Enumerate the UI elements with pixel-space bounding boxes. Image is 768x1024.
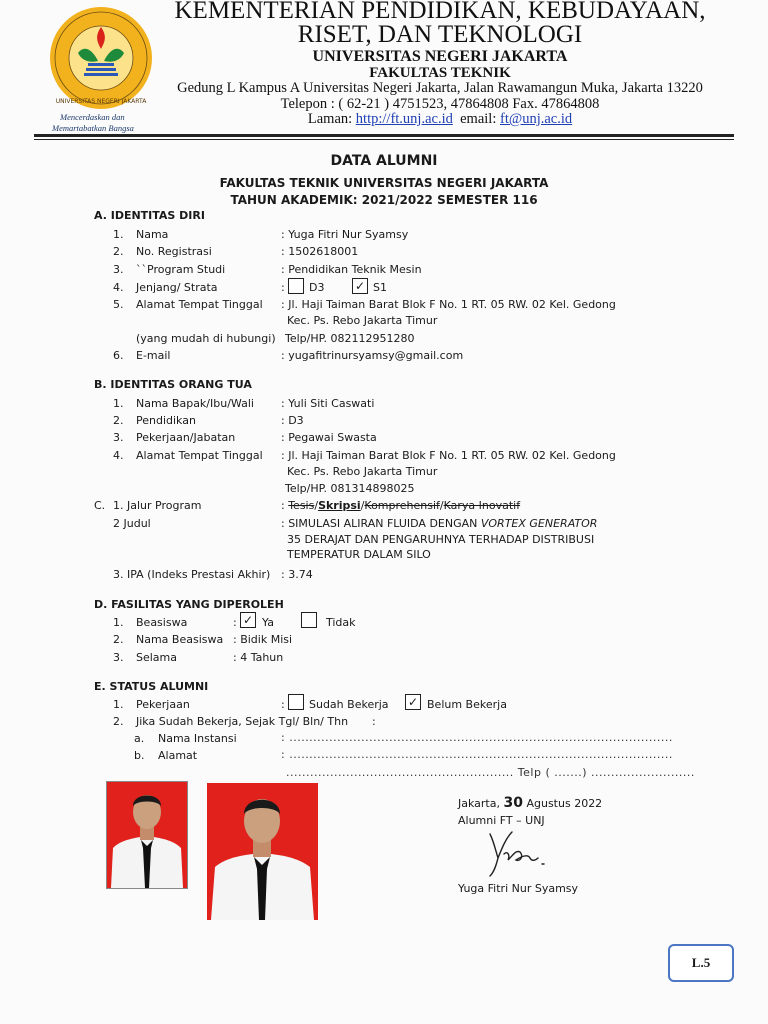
- ya-label: Ya: [262, 616, 274, 629]
- tidak-checkbox[interactable]: [301, 612, 317, 628]
- sudah-checkbox[interactable]: [288, 694, 304, 710]
- sudah-label: Sudah Bekerja: [309, 698, 389, 711]
- d3-num: 3.: [113, 651, 124, 664]
- a5-num: 5.: [113, 298, 124, 311]
- ministry-line1: KEMENTERIAN PENDIDIKAN, KEBUDAYAAN,: [174, 0, 706, 24]
- a3-value: : Pendidikan Teknik Mesin: [281, 263, 422, 276]
- e2-label: Jika Sudah Bekerja, Sejak Tgl/ Bln/ Thn: [136, 715, 349, 728]
- jalur-options: : Tesis/Skripsi/Komprehensif/Karya Inovatif: [281, 499, 521, 512]
- belum-label: Belum Bekerja: [427, 698, 507, 711]
- date-prefix: Jakarta,: [458, 797, 500, 810]
- b2-num: 2.: [113, 414, 124, 427]
- page-title: DATA ALUMNI: [330, 153, 438, 169]
- belum-checkbox[interactable]: ✓: [405, 694, 421, 710]
- judul-line2: 35 DERAJAT DAN PENGARUHNYA TERHADAP DISTRIBUSI: [287, 533, 595, 546]
- b3-value: : Pegawai Swasta: [281, 431, 377, 444]
- a3-label: ``Program Studi: [136, 263, 226, 276]
- photo-large: [207, 783, 318, 920]
- b1-label: Nama Bapak/Ibu/Wali: [136, 397, 254, 410]
- email-link[interactable]: ft@unj.ac.id: [499, 111, 573, 127]
- telp-field[interactable]: ......................................................... Telp ( .......) ..........................: [286, 766, 695, 779]
- judul-line3: TEMPERATUR DALAM SILO: [287, 548, 431, 561]
- web-link[interactable]: http://ft.unj.ac.id: [355, 111, 453, 127]
- alamat-field[interactable]: : ................................................................................................: [281, 748, 673, 761]
- b1-num: 1.: [113, 397, 124, 410]
- a1-label: Nama: [136, 228, 169, 241]
- jalur-label: 1. Jalur Program: [113, 499, 202, 512]
- tidak-label: Tidak: [326, 616, 356, 629]
- d2-num: 2.: [113, 633, 124, 646]
- ipa-value: : 3.74: [281, 568, 313, 581]
- judul-line1-text: : SIMULASI ALIRAN FLUIDA DENGAN: [281, 517, 481, 530]
- judul-vortex: VORTEX GENERATOR: [480, 517, 598, 530]
- sign-name: Yuga Fitri Nur Syamsy: [458, 882, 579, 895]
- a3-num: 3.: [113, 263, 124, 276]
- a2-num: 2.: [113, 245, 124, 258]
- d1-label: Beasiswa: [136, 616, 188, 629]
- jalur-komprehensif: Komprehensif: [364, 499, 440, 512]
- d1-colon: :: [233, 616, 237, 629]
- e2-colon: :: [372, 715, 376, 728]
- d2-label: Nama Beasiswa: [136, 633, 224, 646]
- academic-year: TAHUN AKADEMIK: 2021/2022 SEMESTER 116: [230, 193, 538, 207]
- judul-line1: [281, 516, 597, 531]
- page-subtitle: FAKULTAS TEKNIK UNIVERSITAS NEGERI JAKARTA: [219, 176, 549, 190]
- d2-value: : Bidik Misi: [233, 633, 293, 646]
- university-name: UNIVERSITAS NEGERI JAKARTA: [312, 48, 568, 65]
- motto-line2: Memartabatkan Bangsa: [52, 123, 134, 133]
- ipa-label: 3. IPA (Indeks Prestasi Akhir): [113, 568, 271, 581]
- date-rest: Agustus 2022: [526, 797, 603, 810]
- logo-caption: UNIVERSITAS NEGERI JAKARTA: [55, 98, 147, 105]
- section-b-heading: B. IDENTITAS ORANG TUA: [94, 378, 252, 391]
- header-rule-thin: [34, 139, 734, 140]
- motto: [52, 112, 160, 134]
- jalur-skripsi: Skripsi: [318, 499, 361, 512]
- a1-num: 1.: [113, 228, 124, 241]
- b2-value: : D3: [281, 414, 304, 427]
- ministry-line2: RISET, DAN TEKNOLOGI: [297, 21, 583, 48]
- email-label: email:: [452, 111, 500, 127]
- b1-value: : Yuli Siti Caswati: [281, 397, 375, 410]
- e1-num: 1.: [113, 698, 124, 711]
- address: Gedung L Kampus A Universitas Negeri Jakarta, Jalan Rawamangun Muka, Jakarta 13220: [177, 80, 703, 96]
- a5-label: Alamat Tempat Tinggal: [136, 298, 263, 311]
- b3-num: 3.: [113, 431, 124, 444]
- a6-label: E-mail: [136, 349, 171, 362]
- d3-value: : 4 Tahun: [233, 651, 284, 664]
- section-e-heading: E. STATUS ALUMNI: [94, 680, 209, 693]
- b4-value: : Jl. Haji Taiman Barat Blok F No. 1 RT. 05 RW. 02 Kel. Gedong: [281, 449, 616, 462]
- e1-label: Pekerjaan: [136, 698, 190, 711]
- d1-num: 1.: [113, 616, 124, 629]
- phone-line: Telepon : ( 62-21 ) 4751523, 47864808 Fax. 47864808: [280, 96, 600, 112]
- web-label: Laman:: [307, 111, 356, 127]
- b4-phone: Telp/HP. 081314898025: [285, 482, 415, 495]
- ea-num: a.: [134, 732, 145, 745]
- a4-label: Jenjang/ Strata: [136, 281, 218, 294]
- eb-num: b.: [134, 749, 145, 762]
- d3-label: D3: [309, 281, 325, 294]
- motto-line1: Mencerdaskan dan: [60, 112, 125, 122]
- a5-address-line2: Kec. Ps. Rebo Jakarta Timur: [287, 314, 438, 327]
- e2-num: 2.: [113, 715, 124, 728]
- jalur-tesis: Tesis: [288, 499, 315, 512]
- d3-row-label: Selama: [136, 651, 178, 664]
- photo-small: [106, 781, 188, 889]
- judul-label: 2 Judul: [113, 517, 151, 530]
- web-line: [160, 111, 720, 127]
- sign-role: Alumni FT – UNJ: [458, 814, 545, 827]
- university-logo: [48, 5, 154, 111]
- d3-checkbox[interactable]: [288, 278, 304, 294]
- a2-label: No. Registrasi: [136, 245, 212, 258]
- b3-label: Pekerjaan/Jabatan: [136, 431, 236, 444]
- a2-value: : 1502618001: [281, 245, 359, 258]
- section-a-heading: A. IDENTITAS DIRI: [94, 209, 205, 222]
- section-c-prefix: C.: [94, 499, 106, 512]
- a5-phone: Telp/HP. 082112951280: [285, 332, 415, 345]
- instansi-field[interactable]: : ................................................................................................: [281, 731, 673, 744]
- b4-label: Alamat Tempat Tinggal: [136, 449, 263, 462]
- header-rule-thick: [34, 134, 734, 137]
- b4-address-line2: Kec. Ps. Rebo Jakarta Timur: [287, 465, 438, 478]
- a1-value: : Yuga Fitri Nur Syamsy: [281, 228, 409, 241]
- date-day: 30: [503, 795, 523, 811]
- a5-value: : Jl. Haji Taiman Barat Blok F No. 1 RT. 05 RW. 02 Kel. Gedong: [281, 298, 616, 311]
- a4-num: 4.: [113, 281, 124, 294]
- b4-num: 4.: [113, 449, 124, 462]
- ya-checkbox[interactable]: ✓: [240, 612, 256, 628]
- ea-label: Nama Instansi: [158, 732, 237, 745]
- page-code-badge: L.5: [668, 944, 734, 982]
- b2-label: Pendidikan: [136, 414, 196, 427]
- eb-label: Alamat: [158, 749, 198, 762]
- s1-label: S1: [373, 281, 387, 294]
- section-d-heading: D. FASILITAS YANG DIPEROLEH: [94, 598, 284, 611]
- signature-scribble: [484, 828, 554, 882]
- a6-num: 6.: [113, 349, 124, 362]
- a6-value: : yugafitrinursyamsy@gmail.com: [281, 349, 464, 362]
- sign-date: [458, 796, 602, 811]
- e1-colon: :: [281, 698, 285, 711]
- faculty-name: FAKULTAS TEKNIK: [369, 65, 511, 81]
- contact-label: (yang mudah di hubungi): [136, 332, 276, 345]
- s1-checkbox[interactable]: ✓: [352, 278, 368, 294]
- a4-colon: :: [281, 281, 285, 294]
- jalur-karya: Karya Inovatif: [443, 499, 521, 512]
